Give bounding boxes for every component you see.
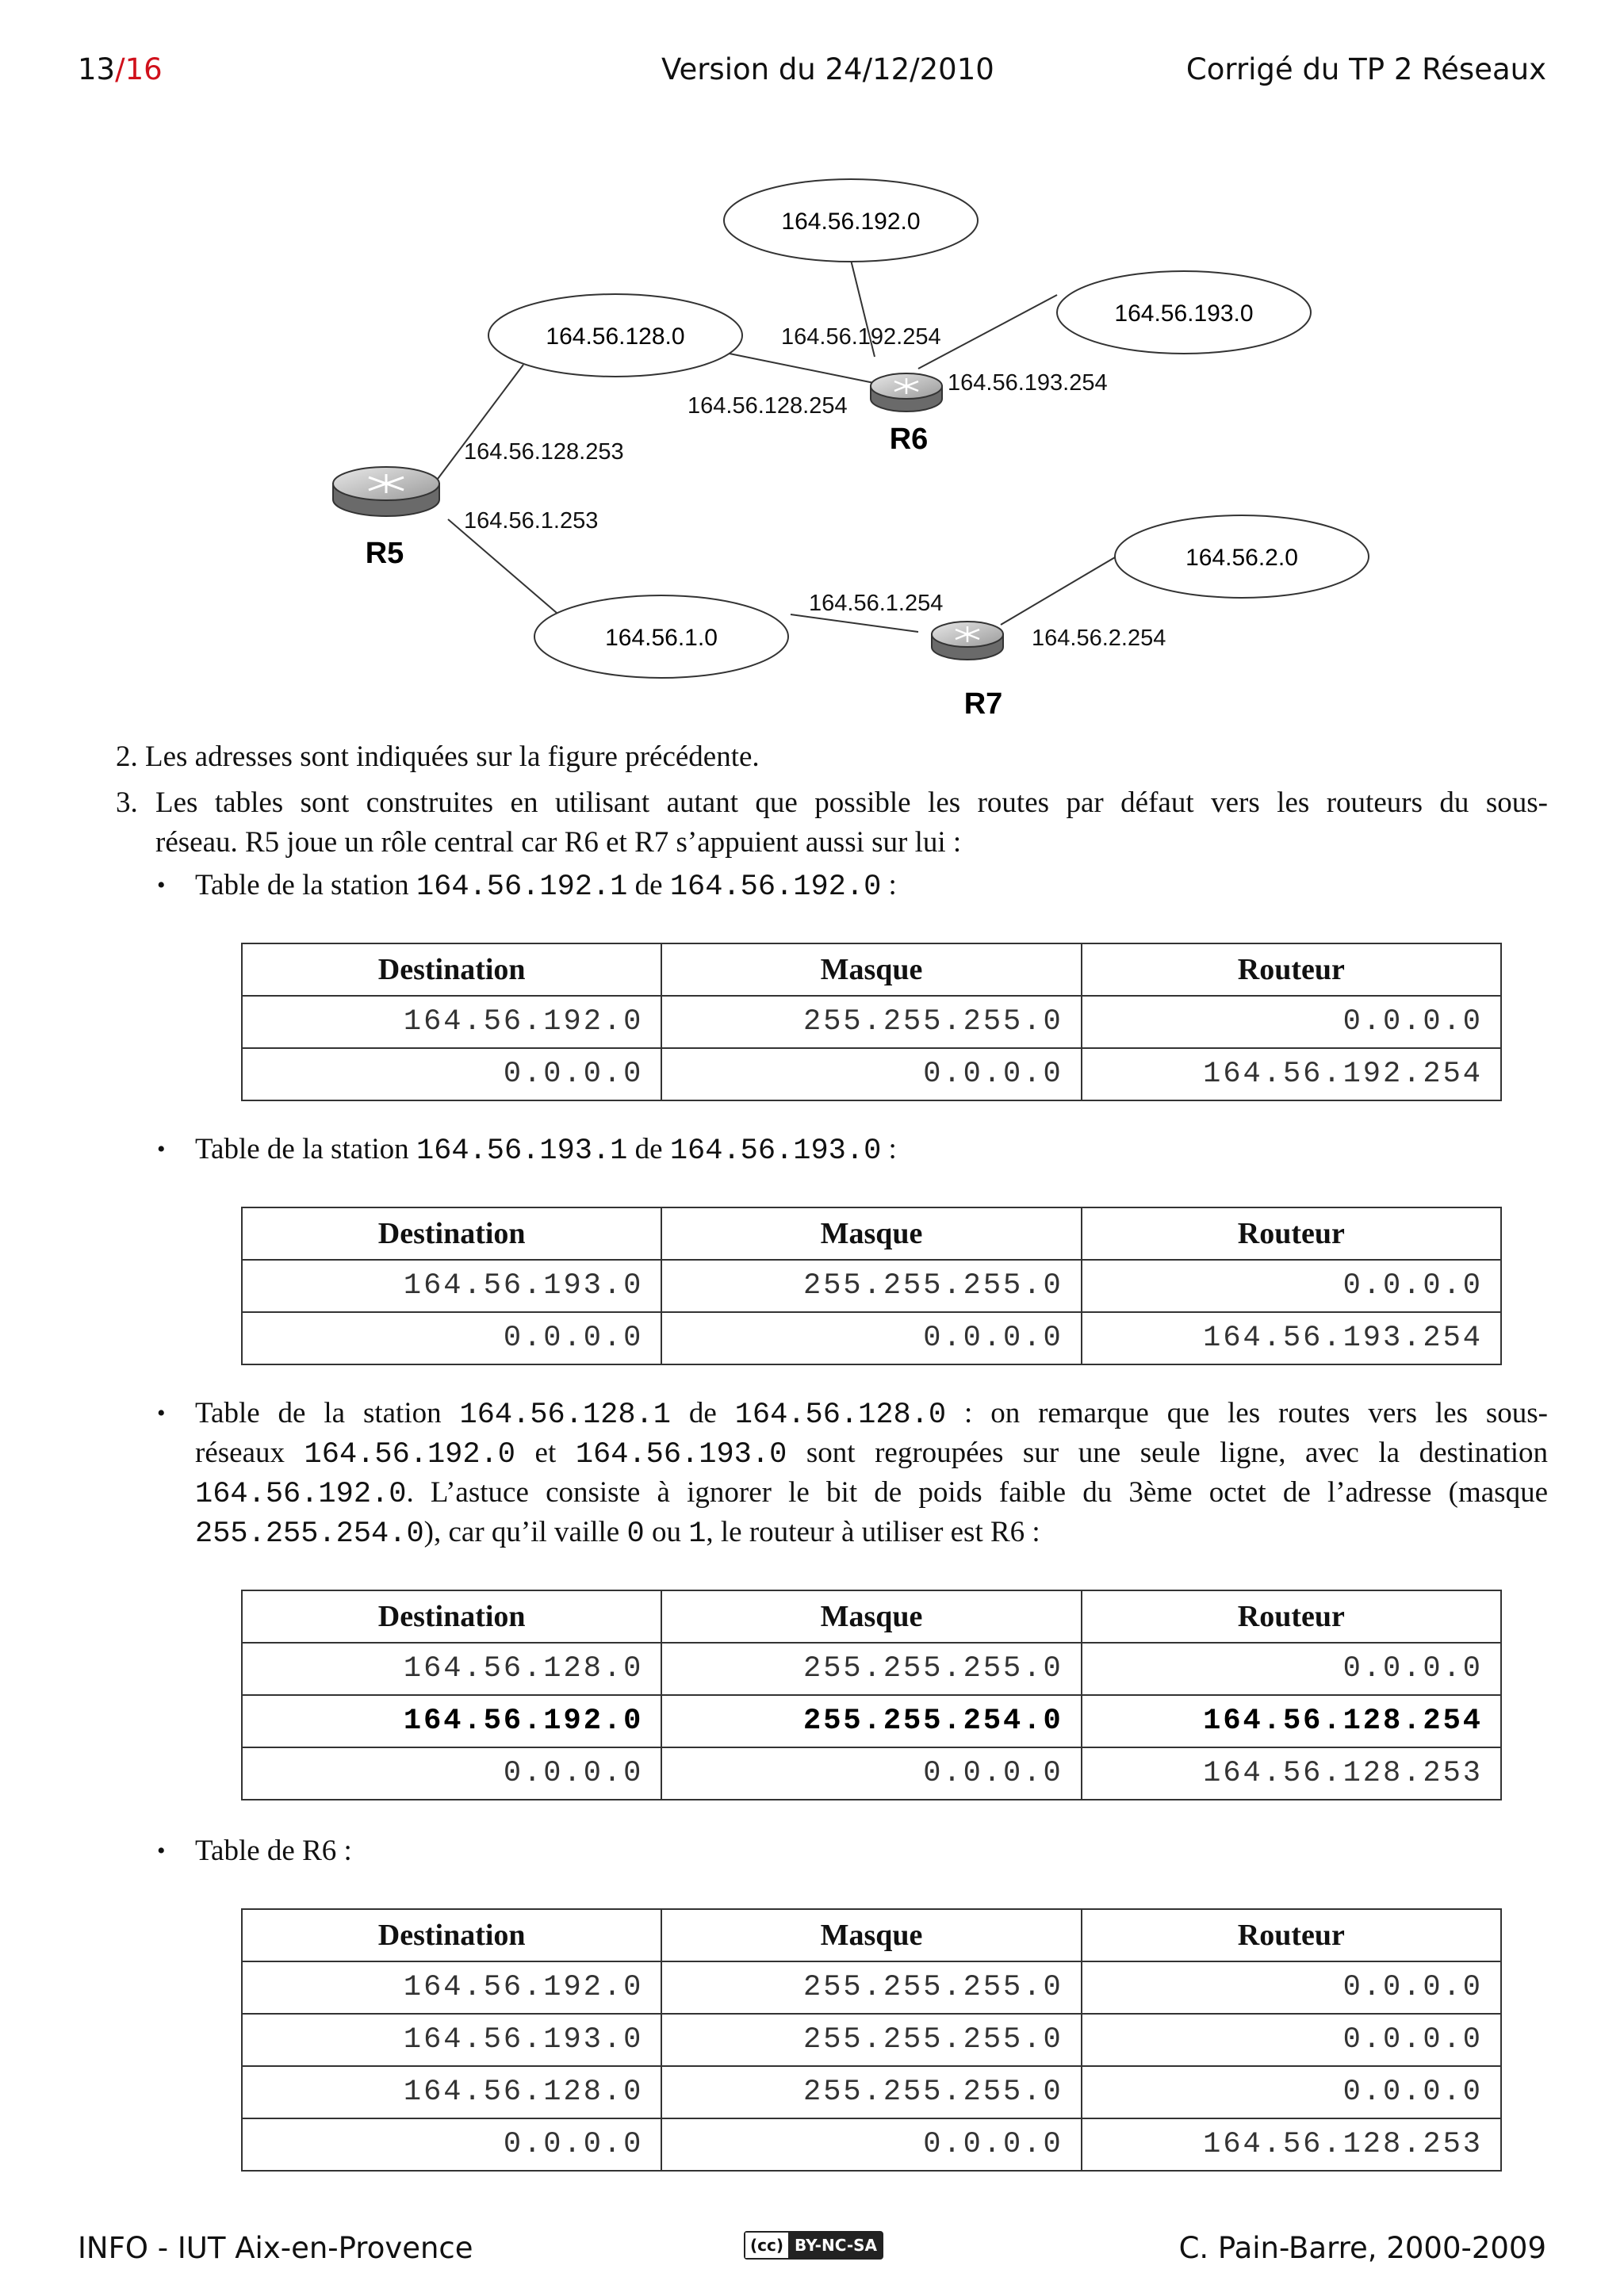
table-header-row — [242, 1909, 1501, 1961]
col-routeur: Routeur — [1082, 1207, 1501, 1260]
subnet-164-56-192-0 — [724, 179, 978, 262]
list-item-2: 2. Les adresses sont indiquées sur la figure précédente. — [116, 740, 760, 773]
table-row: 164.56.193.0 255.255.255.0 0.0.0.0 — [242, 2014, 1501, 2066]
svg-text:164.56.1.0: 164.56.1.0 — [605, 625, 718, 651]
col-masque: Masque — [661, 1590, 1081, 1643]
license-type: BY-NC-SA — [790, 2233, 882, 2258]
bullet-3-line4: 255.255.254.0), car qu’il vaille 0 ou 1, le routeur à utiliser est R6 : — [195, 1516, 1040, 1551]
table-row: 164.56.192.0 255.255.255.0 0.0.0.0 — [242, 996, 1501, 1048]
iface-r6-193: 164.56.193.254 — [948, 370, 1108, 396]
svg-text:R6: R6 — [889, 423, 929, 456]
svg-text:164.56.2.0: 164.56.2.0 — [1185, 545, 1298, 571]
network-diagram — [301, 159, 1380, 729]
table-header-row — [242, 943, 1501, 996]
table-row: 0.0.0.0 0.0.0.0 164.56.192.254 — [242, 1048, 1501, 1100]
iface-r7-2: 164.56.2.254 — [1032, 626, 1166, 651]
router-r6-icon — [871, 373, 942, 456]
iface-r6-128: 164.56.128.254 — [688, 393, 848, 419]
table-row: 164.56.128.0 255.255.255.0 0.0.0.0 — [242, 1643, 1501, 1695]
svg-text:R5: R5 — [365, 537, 404, 570]
router-r5-icon — [333, 467, 439, 570]
page-number: 13/16 — [78, 52, 163, 86]
course-title: Corrigé du TP 2 Réseaux — [1185, 52, 1546, 86]
bullet-1-text: Table de la station 164.56.192.1 de 164.56.192.0 : — [195, 869, 897, 904]
table-row: 0.0.0.0 0.0.0.0 164.56.128.253 — [242, 1747, 1501, 1800]
bullet-2-text: Table de la station 164.56.193.1 de 164.56.193.0 : — [195, 1133, 897, 1168]
iface-r5-1: 164.56.1.253 — [464, 508, 599, 534]
col-destination: Destination — [242, 1207, 661, 1260]
col-masque: Masque — [661, 943, 1081, 996]
router-r7-icon — [932, 622, 1003, 721]
table-header-row — [242, 1207, 1501, 1260]
table-row: 164.56.193.0 255.255.255.0 0.0.0.0 — [242, 1260, 1501, 1312]
footer-author: C. Pain-Barre, 2000-2009 — [1178, 2231, 1546, 2265]
svg-text:164.56.193.0: 164.56.193.0 — [1114, 300, 1254, 327]
bullet-icon: • — [157, 1136, 166, 1162]
list-item-3-num: 3. — [116, 786, 138, 819]
subnet-164-56-2-0 — [1115, 515, 1369, 598]
bullet-icon: • — [157, 1400, 166, 1426]
col-destination: Destination — [242, 1909, 661, 1961]
cc-license-badge[interactable] — [744, 2231, 883, 2260]
svg-text:164.56.128.0: 164.56.128.0 — [546, 323, 685, 350]
routing-table-station-193 — [241, 1207, 1502, 1365]
list-item-3-line1: Les tables sont construites en utilisant autant que possible les routes par défaut vers les routeurs du sous- — [155, 786, 1548, 819]
version-label: Version du 24/12/2010 — [661, 52, 994, 86]
table-row: 164.56.192.0 255.255.255.0 0.0.0.0 — [242, 1961, 1501, 2014]
bullet-icon: • — [157, 872, 166, 898]
bullet-icon: • — [157, 1838, 166, 1864]
col-masque: Masque — [661, 1909, 1081, 1961]
iface-r6-192: 164.56.192.254 — [781, 324, 941, 350]
bullet-3-line1: Table de la station 164.56.128.1 de 164.56.128.0 : on remarque que les routes vers les sous- — [195, 1397, 1548, 1432]
page-total-link[interactable]: 16 — [124, 52, 163, 86]
iface-r7-1: 164.56.1.254 — [809, 591, 944, 616]
table-row: 164.56.128.0 255.255.255.0 0.0.0.0 — [242, 2066, 1501, 2118]
col-masque: Masque — [661, 1207, 1081, 1260]
routing-table-r6 — [241, 1908, 1502, 2172]
subnet-164-56-1-0 — [534, 595, 788, 678]
table-row: 0.0.0.0 0.0.0.0 164.56.193.254 — [242, 1312, 1501, 1364]
cc-icon: (cc) — [745, 2233, 790, 2258]
list-item-3-line2: réseau. R5 joue un rôle central car R6 et R7 s’appuient aussi sur lui : — [155, 826, 962, 859]
col-routeur: Routeur — [1082, 1590, 1501, 1643]
svg-text:164.56.192.0: 164.56.192.0 — [781, 209, 921, 235]
table-row: 0.0.0.0 0.0.0.0 164.56.128.253 — [242, 2118, 1501, 2171]
col-routeur: Routeur — [1082, 1909, 1501, 1961]
col-destination: Destination — [242, 943, 661, 996]
subnet-164-56-128-0 — [488, 294, 742, 377]
bullet-3-line2: réseaux 164.56.192.0 et 164.56.193.0 sont regroupées sur une seule ligne, avec la destination — [195, 1437, 1549, 1471]
routing-table-station-128 — [241, 1590, 1502, 1800]
col-routeur: Routeur — [1082, 943, 1501, 996]
bullet-4-text: Table de R6 : — [195, 1835, 352, 1867]
col-destination: Destination — [242, 1590, 661, 1643]
bullet-3-line3: 164.56.192.0. L’astuce consiste à ignorer le bit de poids faible du 3ème octet de l’adresse (masque — [195, 1476, 1548, 1511]
routing-table-station-192 — [241, 943, 1502, 1101]
iface-r5-128: 164.56.128.253 — [464, 439, 624, 465]
svg-text:R7: R7 — [963, 687, 1003, 721]
footer-institution: INFO - IUT Aix-en-Provence — [78, 2231, 473, 2265]
subnet-164-56-193-0 — [1057, 271, 1311, 354]
table-row-highlighted: 164.56.192.0 255.255.254.0 164.56.128.254 — [242, 1695, 1501, 1747]
table-header-row — [242, 1590, 1501, 1643]
